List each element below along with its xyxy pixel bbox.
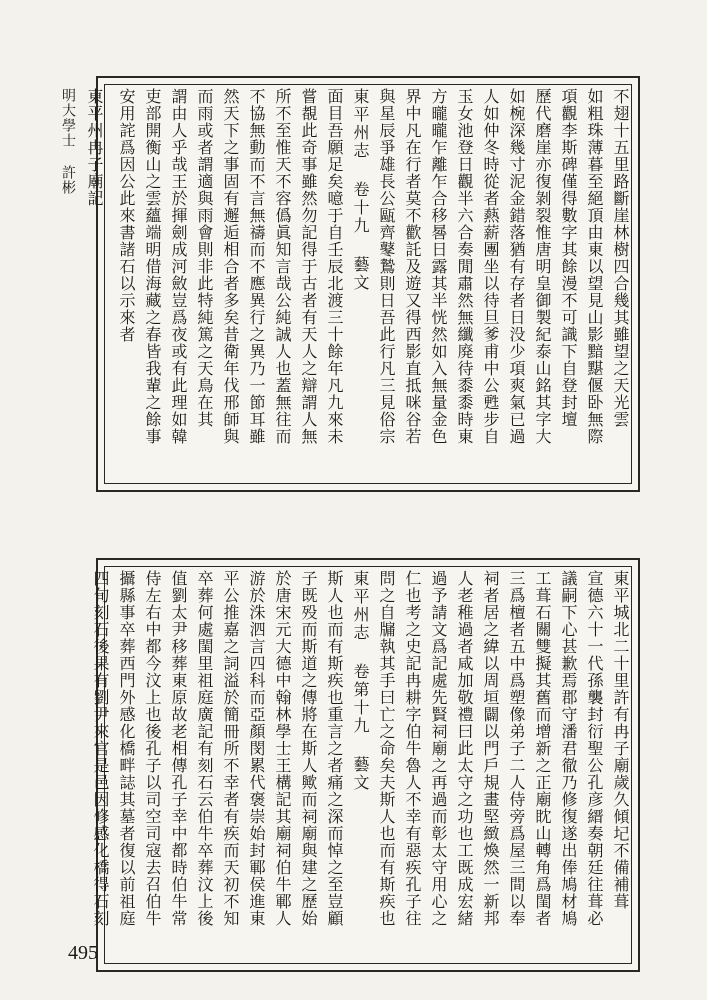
top-column-12: 嘗覩此奇事雖然勿記得于古者有天人之辯謂人無 — [299, 88, 318, 445]
bottom-column-4: 三爲檀者五中爲塑像弟子二人侍旁爲屋三間以奉 — [507, 570, 526, 927]
bottom-column-11: 斯人也而有斯疾也重言之者痛之深而悼之至豈顧 — [325, 570, 344, 927]
bottom-column-0: 東平城北二十里許有冉子廟歲久傾圮不備補葺 — [611, 570, 630, 910]
bottom-column-3: 工葺石關雙擬其舊而增新之正廟眈山轉角爲閨者 — [533, 570, 552, 927]
bottom-column-6: 人老稚過者咸加敬禮曰此太守之功也工既成宏緒 — [455, 570, 474, 927]
top-column-17: 謂由人乎哉王於揮劍成河斂豈爲夜或有此理如韓 — [169, 88, 188, 445]
bottom-panel-columns — [91, 570, 630, 960]
top-column-13: 所不至惟天不容僞眞知言哉公純誠人也蓋無往而 — [273, 88, 292, 445]
bottom-column-5: 祠者居之緯以周垣闢以門戶規畫堅緻煥然一新邦 — [481, 570, 500, 927]
bottom-column-20: 四旬刻石後果有劉尹來官是邑因修感化橋得石刻 — [91, 570, 110, 927]
bottom-column-15: 平公推嘉之詞溢於簡冊所不幸者有疾而天初不知 — [221, 570, 240, 927]
bottom-column-19: 攝縣事卒葬西門外感化橋畔誌其墓者復以前祖庭 — [117, 570, 136, 927]
top-column-16: 而雨或者謂適與雨會則非此特純篤之天鳥在其 — [195, 88, 214, 428]
bottom-text-panel — [91, 558, 640, 972]
top-column-8: 界中凡在行者莫不歡託及遊又得西影直抵咪谷若 — [403, 88, 422, 445]
top-column-14: 不協無動而不言無禱而不應異行之異乃一節耳雖 — [247, 88, 266, 445]
top-column-15: 然天下之事固有邂逅相合者多矣昔衛年伐邢師與 — [221, 88, 240, 445]
top-column-19: 安用詫爲因公此來書諸石以示來者 — [117, 88, 136, 343]
bottom-column-16: 卒葬何處閨里祖庭廣記有刻石云伯牛卒葬汶上後 — [195, 570, 214, 927]
top-column-5: 人如仲冬時從者爇薪團坐以待旦爹甫中公甦步自 — [481, 88, 500, 445]
bottom-column-17: 值劉太尹移葬東原故老相傳孔子幸中都時伯牛常 — [169, 570, 188, 927]
bottom-column-8: 仁也考之史記冉耕字伯牛魯人不幸有惡疾孔子往 — [403, 570, 422, 927]
top-column-2: 項觀李斯碑僅得數字其餘漫不可識下自登封壇 — [559, 88, 578, 428]
top-column-21: 東平州冉子廟記 — [85, 88, 104, 207]
top-column-10: 東平州志 卷十九 藝文 — [351, 88, 370, 292]
top-column-3: 歷代磨崖亦復剝裂惟唐明皇御製紀泰山銘其字大 — [533, 88, 552, 445]
top-column-22: 明大學士 許彬 — [60, 88, 76, 195]
bottom-column-1: 宣德六十一代孫襲封衍聖公孔彦縉奏朝廷往葺必 — [585, 570, 604, 927]
top-panel-columns — [60, 88, 630, 480]
bottom-column-9: 問之自牖執其手曰亡之命矣夫斯人也而有斯疾也 — [377, 570, 396, 927]
top-column-11: 面目吾願足矣噫于自壬辰北渡三十餘年凡九來未 — [325, 88, 344, 445]
bottom-column-10: 東平州志 卷第十九 藝文 — [351, 570, 370, 792]
top-column-4: 如椀深幾寸泥金錯落猶有存者日没少項爽氣已過 — [507, 88, 526, 445]
top-column-9: 與星辰爭雄長公甌齊鼕鷙則日吾此行凡三見俗宗 — [377, 88, 396, 445]
bottom-column-2: 議嗣下心甚歉焉郡守潘君徹乃修復遂出俸鳩材鳩 — [559, 570, 578, 927]
top-text-panel — [60, 76, 640, 492]
top-column-0: 不翅十五里路斷崖林樹四合幾其雖望之天光雲 — [611, 88, 630, 428]
bottom-column-18: 侍左右中都今汶上也後孔子以司空司寇去召伯牛 — [143, 570, 162, 927]
page-number: 495 — [68, 942, 98, 964]
top-column-7: 方曨曨乍離乍合移晷日露其半恍然如入無量金色 — [429, 88, 448, 445]
bottom-column-14: 游於洙泗言四科而亞顏閔累代褒崇始封鄆侯進東 — [247, 570, 266, 927]
top-column-18: 吏部開衡山之雲蘊端明借海藏之春皆我輩之餘事 — [143, 88, 162, 445]
top-column-6: 玉女池登日觀半六合奏閒肅然無纖廃待黍黍時東 — [455, 88, 474, 445]
bottom-column-7: 過予請文爲記處先賢祠廟之再過而彰太守用心之 — [429, 570, 448, 927]
bottom-column-12: 子既殁而斯道之傳將在斯人歟而祠廟與建之歷始 — [299, 570, 318, 927]
top-column-1: 如粗珠薄暮至絕頂由東以望見山影黯黮偃卧無際 — [585, 88, 604, 445]
bottom-column-13: 於唐宋元大德中翰林學士王構記其廟祠伯牛鄆人 — [273, 570, 292, 927]
